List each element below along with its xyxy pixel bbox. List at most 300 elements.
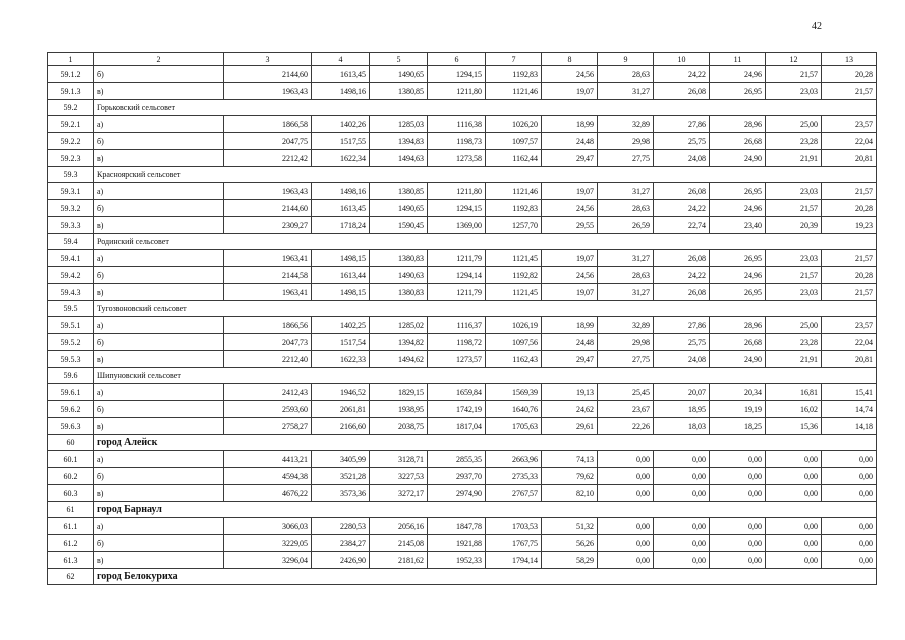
value-cell-col-13: 0,00	[822, 518, 877, 535]
value-cell-col-3: 2412,43	[224, 384, 312, 401]
table-row	[48, 468, 877, 485]
row-code: 59.3.1	[48, 183, 94, 200]
column-number-row	[48, 53, 877, 66]
value-cell-col-11: 19,19	[710, 401, 766, 418]
value-cell-col-5: 2056,16	[370, 518, 428, 535]
value-cell-col-12: 20,39	[766, 217, 822, 234]
value-cell-col-12: 0,00	[766, 535, 822, 552]
value-cell-col-10: 27,86	[654, 116, 710, 133]
value-cell-col-10: 0,00	[654, 518, 710, 535]
value-cell-col-4: 1402,26	[312, 116, 370, 133]
column-number-4: 4	[312, 53, 370, 66]
row-variant: б)	[94, 267, 224, 284]
row-variant: а)	[94, 451, 224, 468]
value-cell-col-11: 24,90	[710, 351, 766, 368]
tariff-table	[47, 52, 877, 585]
value-cell-col-4: 3405,99	[312, 451, 370, 468]
value-cell-col-8: 18,99	[542, 317, 598, 334]
value-cell-col-13: 22,04	[822, 334, 877, 351]
row-code: 62	[48, 569, 94, 585]
row-variant: а)	[94, 317, 224, 334]
row-variant: б)	[94, 200, 224, 217]
value-cell-col-5: 1380,85	[370, 183, 428, 200]
row-variant: в)	[94, 485, 224, 502]
value-cell-col-3: 2144,58	[224, 267, 312, 284]
value-cell-col-12: 15,36	[766, 418, 822, 435]
value-cell-col-13: 14,74	[822, 401, 877, 418]
value-cell-col-10: 26,08	[654, 250, 710, 267]
value-cell-col-3: 3229,05	[224, 535, 312, 552]
value-cell-col-12: 21,91	[766, 150, 822, 167]
section-name: город Белокуриха	[94, 569, 877, 585]
value-cell-col-9: 29,98	[598, 334, 654, 351]
value-cell-col-10: 18,95	[654, 401, 710, 418]
value-cell-col-13: 23,57	[822, 317, 877, 334]
value-cell-col-6: 1211,80	[428, 83, 486, 100]
value-cell-col-10: 24,22	[654, 200, 710, 217]
row-variant: а)	[94, 183, 224, 200]
value-cell-col-4: 2166,60	[312, 418, 370, 435]
value-cell-col-9: 32,89	[598, 116, 654, 133]
value-cell-col-8: 18,99	[542, 116, 598, 133]
value-cell-col-4: 2384,27	[312, 535, 370, 552]
value-cell-col-11: 0,00	[710, 535, 766, 552]
value-cell-col-13: 0,00	[822, 485, 877, 502]
section-name: Шипуновский сельсовет	[94, 368, 877, 384]
table-row	[48, 518, 877, 535]
value-cell-col-9: 31,27	[598, 183, 654, 200]
value-cell-col-8: 74,13	[542, 451, 598, 468]
value-cell-col-9: 25,45	[598, 384, 654, 401]
value-cell-col-9: 0,00	[598, 552, 654, 569]
table-row	[48, 384, 877, 401]
section-row	[48, 435, 877, 451]
table-row	[48, 351, 877, 368]
value-cell-col-10: 0,00	[654, 468, 710, 485]
row-variant: б)	[94, 401, 224, 418]
table-row	[48, 150, 877, 167]
table-row	[48, 552, 877, 569]
value-cell-col-13: 21,57	[822, 83, 877, 100]
section-row	[48, 100, 877, 116]
value-cell-col-11: 24,96	[710, 200, 766, 217]
value-cell-col-13: 22,04	[822, 133, 877, 150]
value-cell-col-13: 21,57	[822, 284, 877, 301]
value-cell-col-12: 23,28	[766, 133, 822, 150]
section-name: Горьковский сельсовет	[94, 100, 877, 116]
value-cell-col-11: 24,96	[710, 267, 766, 284]
value-cell-col-10: 24,22	[654, 267, 710, 284]
value-cell-col-12: 23,03	[766, 83, 822, 100]
value-cell-col-3: 2593,60	[224, 401, 312, 418]
value-cell-col-4: 1622,34	[312, 150, 370, 167]
value-cell-col-11: 28,96	[710, 116, 766, 133]
value-cell-col-7: 1794,14	[486, 552, 542, 569]
value-cell-col-8: 79,62	[542, 468, 598, 485]
value-cell-col-3: 3066,03	[224, 518, 312, 535]
value-cell-col-7: 1192,83	[486, 66, 542, 83]
value-cell-col-7: 1097,56	[486, 334, 542, 351]
value-cell-col-6: 1294,14	[428, 267, 486, 284]
table-row	[48, 200, 877, 217]
row-code: 61.2	[48, 535, 94, 552]
value-cell-col-5: 1938,95	[370, 401, 428, 418]
table-row	[48, 133, 877, 150]
value-cell-col-6: 1817,04	[428, 418, 486, 435]
value-cell-col-3: 4676,22	[224, 485, 312, 502]
value-cell-col-4: 1498,16	[312, 83, 370, 100]
value-cell-col-5: 2038,75	[370, 418, 428, 435]
value-cell-col-4: 3521,28	[312, 468, 370, 485]
section-row	[48, 368, 877, 384]
value-cell-col-3: 2758,27	[224, 418, 312, 435]
table-row	[48, 284, 877, 301]
row-code: 60.1	[48, 451, 94, 468]
value-cell-col-3: 2144,60	[224, 200, 312, 217]
value-cell-col-9: 0,00	[598, 485, 654, 502]
value-cell-col-6: 2974,90	[428, 485, 486, 502]
value-cell-col-7: 1026,20	[486, 116, 542, 133]
value-cell-col-13: 23,57	[822, 116, 877, 133]
value-cell-col-7: 1097,57	[486, 133, 542, 150]
value-cell-col-4: 1718,24	[312, 217, 370, 234]
table-row	[48, 485, 877, 502]
value-cell-col-7: 1569,39	[486, 384, 542, 401]
column-number-9: 9	[598, 53, 654, 66]
value-cell-col-7: 1703,53	[486, 518, 542, 535]
value-cell-col-7: 1121,45	[486, 284, 542, 301]
value-cell-col-10: 0,00	[654, 485, 710, 502]
value-cell-col-12: 21,57	[766, 200, 822, 217]
row-variant: в)	[94, 217, 224, 234]
value-cell-col-8: 24,62	[542, 401, 598, 418]
value-cell-col-5: 1494,63	[370, 150, 428, 167]
value-cell-col-4: 1402,25	[312, 317, 370, 334]
value-cell-col-9: 27,75	[598, 351, 654, 368]
value-cell-col-3: 3296,04	[224, 552, 312, 569]
row-code: 61.3	[48, 552, 94, 569]
value-cell-col-6: 1952,33	[428, 552, 486, 569]
value-cell-col-13: 0,00	[822, 468, 877, 485]
column-number-6: 6	[428, 53, 486, 66]
value-cell-col-11: 24,90	[710, 150, 766, 167]
row-code: 61.1	[48, 518, 94, 535]
value-cell-col-13: 20,28	[822, 66, 877, 83]
value-cell-col-5: 1494,62	[370, 351, 428, 368]
section-row	[48, 301, 877, 317]
value-cell-col-6: 1273,58	[428, 150, 486, 167]
value-cell-col-8: 19,07	[542, 250, 598, 267]
value-cell-col-6: 1369,00	[428, 217, 486, 234]
value-cell-col-13: 0,00	[822, 451, 877, 468]
row-code: 59.6.2	[48, 401, 94, 418]
value-cell-col-7: 2663,96	[486, 451, 542, 468]
row-code: 59.2.3	[48, 150, 94, 167]
row-code: 60.2	[48, 468, 94, 485]
table-row	[48, 83, 877, 100]
value-cell-col-9: 29,98	[598, 133, 654, 150]
value-cell-col-12: 0,00	[766, 451, 822, 468]
value-cell-col-11: 24,96	[710, 66, 766, 83]
row-variant: б)	[94, 133, 224, 150]
value-cell-col-13: 21,57	[822, 183, 877, 200]
value-cell-col-9: 31,27	[598, 83, 654, 100]
value-cell-col-6: 1742,19	[428, 401, 486, 418]
row-code: 60.3	[48, 485, 94, 502]
value-cell-col-5: 1490,65	[370, 200, 428, 217]
table-row	[48, 317, 877, 334]
section-row	[48, 502, 877, 518]
value-cell-col-3: 2047,73	[224, 334, 312, 351]
table-row	[48, 535, 877, 552]
value-cell-col-6: 1273,57	[428, 351, 486, 368]
column-number-7: 7	[486, 53, 542, 66]
value-cell-col-10: 24,08	[654, 150, 710, 167]
row-code: 59.4	[48, 234, 94, 250]
value-cell-col-9: 27,75	[598, 150, 654, 167]
value-cell-col-11: 26,68	[710, 133, 766, 150]
value-cell-col-4: 3573,36	[312, 485, 370, 502]
row-code: 59.4.1	[48, 250, 94, 267]
value-cell-col-11: 0,00	[710, 518, 766, 535]
value-cell-col-5: 1380,83	[370, 284, 428, 301]
value-cell-col-8: 24,48	[542, 133, 598, 150]
section-name: город Алейск	[94, 435, 877, 451]
value-cell-col-7: 1121,46	[486, 183, 542, 200]
column-number-1: 1	[48, 53, 94, 66]
value-cell-col-10: 24,08	[654, 351, 710, 368]
value-cell-col-11: 26,68	[710, 334, 766, 351]
value-cell-col-8: 19,07	[542, 83, 598, 100]
value-cell-col-9: 23,67	[598, 401, 654, 418]
value-cell-col-13: 20,28	[822, 200, 877, 217]
value-cell-col-7: 2767,57	[486, 485, 542, 502]
value-cell-col-8: 19,07	[542, 183, 598, 200]
row-code: 59.4.3	[48, 284, 94, 301]
row-code: 59.3.2	[48, 200, 94, 217]
value-cell-col-6: 1116,37	[428, 317, 486, 334]
value-cell-col-5: 1490,65	[370, 66, 428, 83]
column-number-10: 10	[654, 53, 710, 66]
value-cell-col-8: 29,47	[542, 150, 598, 167]
value-cell-col-10: 26,08	[654, 183, 710, 200]
value-cell-col-4: 1613,45	[312, 66, 370, 83]
table-row	[48, 250, 877, 267]
value-cell-col-12: 21,57	[766, 66, 822, 83]
value-cell-col-5: 1490,63	[370, 267, 428, 284]
value-cell-col-3: 1963,41	[224, 250, 312, 267]
value-cell-col-3: 2144,60	[224, 66, 312, 83]
value-cell-col-10: 26,08	[654, 284, 710, 301]
value-cell-col-3: 2212,40	[224, 351, 312, 368]
row-variant: а)	[94, 384, 224, 401]
row-code: 60	[48, 435, 94, 451]
row-code: 59.1.3	[48, 83, 94, 100]
row-code: 59.6.3	[48, 418, 94, 435]
value-cell-col-8: 82,10	[542, 485, 598, 502]
value-cell-col-10: 25,75	[654, 133, 710, 150]
row-variant: в)	[94, 552, 224, 569]
value-cell-col-8: 51,32	[542, 518, 598, 535]
row-code: 59.2	[48, 100, 94, 116]
row-variant: в)	[94, 83, 224, 100]
value-cell-col-13: 20,28	[822, 267, 877, 284]
value-cell-col-7: 1640,76	[486, 401, 542, 418]
row-code: 59.3.3	[48, 217, 94, 234]
row-code: 59.4.2	[48, 267, 94, 284]
value-cell-col-11: 23,40	[710, 217, 766, 234]
value-cell-col-4: 1517,55	[312, 133, 370, 150]
value-cell-col-9: 26,59	[598, 217, 654, 234]
row-variant: в)	[94, 150, 224, 167]
value-cell-col-8: 29,55	[542, 217, 598, 234]
value-cell-col-4: 1498,16	[312, 183, 370, 200]
value-cell-col-4: 1613,45	[312, 200, 370, 217]
value-cell-col-8: 19,07	[542, 284, 598, 301]
value-cell-col-4: 1498,15	[312, 250, 370, 267]
value-cell-col-6: 1211,80	[428, 183, 486, 200]
value-cell-col-7: 1767,75	[486, 535, 542, 552]
value-cell-col-10: 25,75	[654, 334, 710, 351]
value-cell-col-11: 28,96	[710, 317, 766, 334]
row-code: 59.2.1	[48, 116, 94, 133]
value-cell-col-10: 0,00	[654, 535, 710, 552]
value-cell-col-4: 1613,44	[312, 267, 370, 284]
value-cell-col-7: 1121,46	[486, 83, 542, 100]
section-row	[48, 569, 877, 585]
value-cell-col-12: 23,03	[766, 250, 822, 267]
value-cell-col-12: 0,00	[766, 485, 822, 502]
row-variant: а)	[94, 116, 224, 133]
value-cell-col-12: 23,28	[766, 334, 822, 351]
section-row	[48, 234, 877, 250]
value-cell-col-7: 1257,70	[486, 217, 542, 234]
value-cell-col-8: 24,56	[542, 200, 598, 217]
section-row	[48, 167, 877, 183]
value-cell-col-6: 2855,35	[428, 451, 486, 468]
value-cell-col-13: 20,81	[822, 351, 877, 368]
value-cell-col-11: 0,00	[710, 485, 766, 502]
value-cell-col-5: 2181,62	[370, 552, 428, 569]
column-number-11: 11	[710, 53, 766, 66]
value-cell-col-10: 0,00	[654, 552, 710, 569]
value-cell-col-8: 56,26	[542, 535, 598, 552]
table-row	[48, 116, 877, 133]
value-cell-col-12: 21,57	[766, 267, 822, 284]
row-variant: а)	[94, 518, 224, 535]
column-number-5: 5	[370, 53, 428, 66]
value-cell-col-6: 1198,73	[428, 133, 486, 150]
row-variant: в)	[94, 351, 224, 368]
value-cell-col-6: 1198,72	[428, 334, 486, 351]
value-cell-col-11: 26,95	[710, 250, 766, 267]
table-row	[48, 334, 877, 351]
value-cell-col-8: 29,61	[542, 418, 598, 435]
value-cell-col-3: 1866,56	[224, 317, 312, 334]
value-cell-col-3: 1866,58	[224, 116, 312, 133]
value-cell-col-9: 22,26	[598, 418, 654, 435]
value-cell-col-12: 0,00	[766, 518, 822, 535]
row-code: 59.5.3	[48, 351, 94, 368]
row-code: 59.6.1	[48, 384, 94, 401]
table-row	[48, 401, 877, 418]
column-number-8: 8	[542, 53, 598, 66]
value-cell-col-13: 15,41	[822, 384, 877, 401]
value-cell-col-6: 1847,78	[428, 518, 486, 535]
value-cell-col-7: 1162,44	[486, 150, 542, 167]
value-cell-col-9: 32,89	[598, 317, 654, 334]
value-cell-col-5: 3128,71	[370, 451, 428, 468]
value-cell-col-5: 1380,85	[370, 83, 428, 100]
value-cell-col-12: 23,03	[766, 284, 822, 301]
value-cell-col-9: 0,00	[598, 518, 654, 535]
value-cell-col-8: 24,56	[542, 267, 598, 284]
row-code: 59.5.1	[48, 317, 94, 334]
value-cell-col-4: 1622,33	[312, 351, 370, 368]
value-cell-col-11: 18,25	[710, 418, 766, 435]
value-cell-col-13: 20,81	[822, 150, 877, 167]
row-code: 59.5.2	[48, 334, 94, 351]
value-cell-col-5: 1394,82	[370, 334, 428, 351]
value-cell-col-7: 2735,33	[486, 468, 542, 485]
value-cell-col-6: 1116,38	[428, 116, 486, 133]
table-body	[48, 66, 877, 585]
value-cell-col-11: 26,95	[710, 83, 766, 100]
value-cell-col-7: 1162,43	[486, 351, 542, 368]
value-cell-col-9: 28,63	[598, 267, 654, 284]
table-row	[48, 66, 877, 83]
value-cell-col-7: 1192,82	[486, 267, 542, 284]
value-cell-col-10: 27,86	[654, 317, 710, 334]
column-number-12: 12	[766, 53, 822, 66]
row-variant: б)	[94, 334, 224, 351]
value-cell-col-10: 26,08	[654, 83, 710, 100]
row-code: 61	[48, 502, 94, 518]
row-code: 59.1.2	[48, 66, 94, 83]
value-cell-col-6: 1921,88	[428, 535, 486, 552]
value-cell-col-5: 1285,03	[370, 116, 428, 133]
value-cell-col-8: 24,48	[542, 334, 598, 351]
value-cell-col-5: 3227,53	[370, 468, 428, 485]
value-cell-col-4: 2426,90	[312, 552, 370, 569]
row-variant: в)	[94, 418, 224, 435]
value-cell-col-11: 26,95	[710, 183, 766, 200]
value-cell-col-12: 16,02	[766, 401, 822, 418]
page-number: 42	[812, 21, 822, 32]
value-cell-col-8: 58,29	[542, 552, 598, 569]
value-cell-col-8: 29,47	[542, 351, 598, 368]
value-cell-col-7: 1192,83	[486, 200, 542, 217]
value-cell-col-10: 24,22	[654, 66, 710, 83]
value-cell-col-10: 20,07	[654, 384, 710, 401]
value-cell-col-9: 31,27	[598, 250, 654, 267]
value-cell-col-12: 23,03	[766, 183, 822, 200]
value-cell-col-12: 0,00	[766, 552, 822, 569]
value-cell-col-5: 2145,08	[370, 535, 428, 552]
value-cell-col-10: 18,03	[654, 418, 710, 435]
value-cell-col-5: 3272,17	[370, 485, 428, 502]
value-cell-col-12: 21,91	[766, 351, 822, 368]
value-cell-col-12: 25,00	[766, 116, 822, 133]
value-cell-col-4: 1498,15	[312, 284, 370, 301]
row-variant: в)	[94, 284, 224, 301]
value-cell-col-5: 1285,02	[370, 317, 428, 334]
section-name: Тугозвоновский сельсовет	[94, 301, 877, 317]
value-cell-col-3: 1963,41	[224, 284, 312, 301]
value-cell-col-8: 19,13	[542, 384, 598, 401]
value-cell-col-6: 1294,15	[428, 200, 486, 217]
row-variant: а)	[94, 250, 224, 267]
